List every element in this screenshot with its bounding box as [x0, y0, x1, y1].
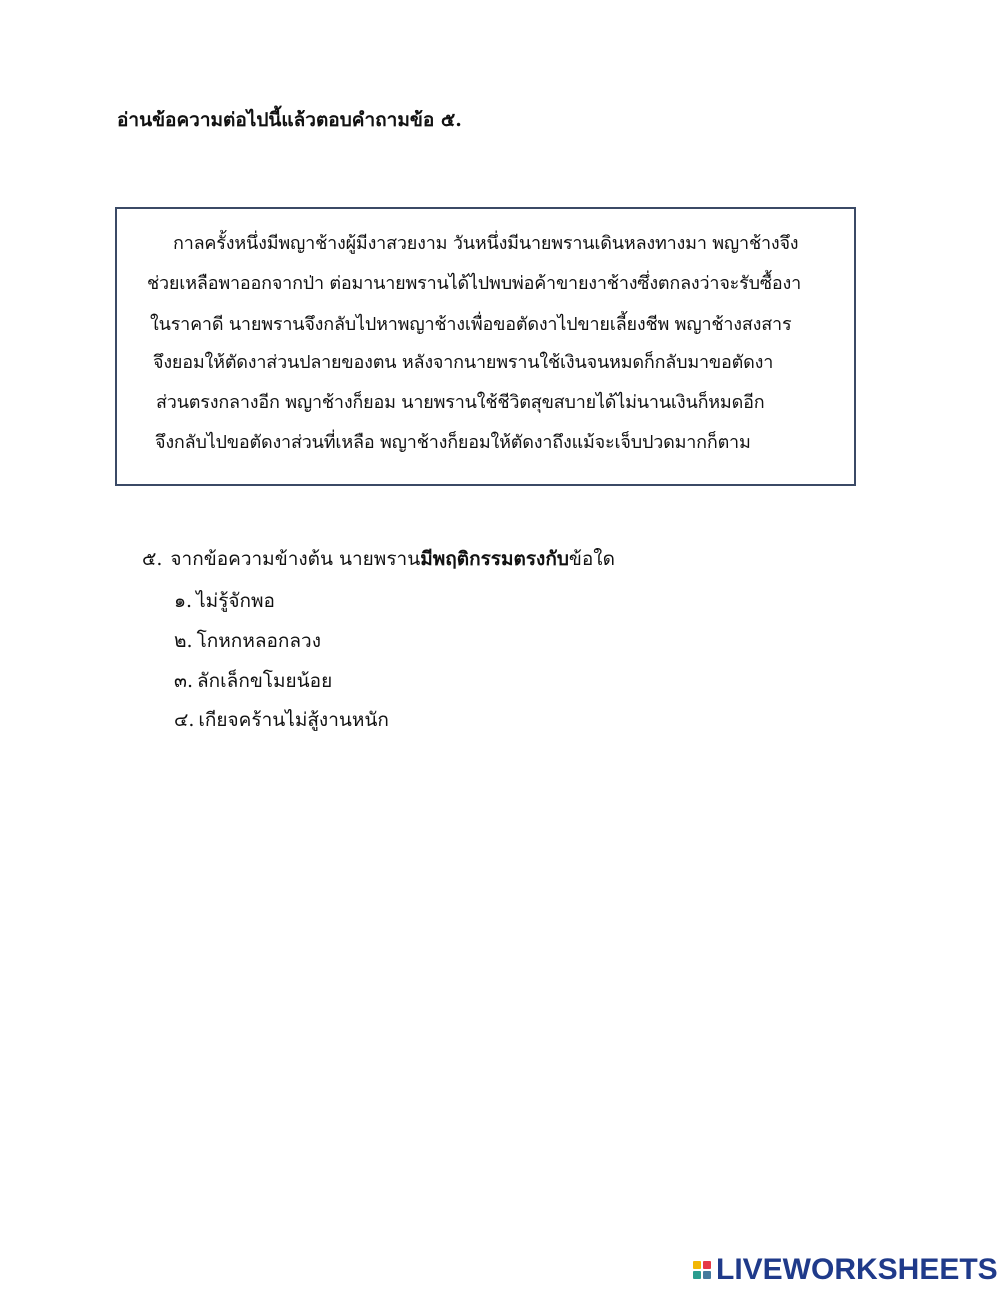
- logo-mark-icon: [693, 1261, 711, 1279]
- passage-line: จึงกลับไปขอตัดงาส่วนที่เหลือ พญาช้างก็ยอมให้ตัดงาถึงแม้จะเจ็บปวดมากก็ตาม: [155, 432, 751, 453]
- option-text: ไม่รู้จักพอ: [196, 590, 275, 612]
- question-number: ๕.: [142, 548, 163, 570]
- answer-option-2[interactable]: [174, 626, 321, 656]
- question-emphasis: มีพฤติกรรมตรงกับ: [420, 548, 569, 570]
- option-number: ๓.: [174, 670, 194, 692]
- passage-line: ช่วยเหลือพาออกจากป่า ต่อมานายพรานได้ไปพบพ่อค้าขายงาช้างซึ่งตกลงว่าจะรับซื้องา: [147, 273, 801, 294]
- passage-line: กาลครั้งหนึ่งมีพญาช้างผู้มีงาสวยงาม วันหนึ่งมีนายพรานเดินหลงทางมา พญาช้างจึง: [173, 233, 799, 254]
- passage-line: จึงยอมให้ตัดงาส่วนปลายของตน หลังจากนายพรานใช้เงินจนหมดก็กลับมาขอตัดงา: [153, 352, 774, 373]
- logo-square: [693, 1261, 701, 1269]
- option-text: ลักเล็กขโมยน้อย: [197, 670, 333, 692]
- logo-square: [693, 1271, 701, 1279]
- answer-option-3[interactable]: [174, 666, 332, 696]
- instruction-heading: อ่านข้อความต่อไปนี้แล้วตอบคำถามข้อ ๕.: [117, 109, 462, 131]
- answer-option-1[interactable]: [174, 586, 275, 616]
- option-number: ๔.: [174, 709, 195, 731]
- option-number: ๑.: [174, 590, 193, 612]
- passage-line: ในราคาดี นายพรานจึงกลับไปหาพญาช้างเพื่อขอตัดงาไปขายเลี้ยงชีพ พญาช้างสงสาร: [150, 314, 792, 335]
- answer-option-4[interactable]: [174, 705, 389, 735]
- logo-square: [703, 1261, 711, 1269]
- option-number: ๒.: [174, 630, 193, 652]
- passage-line: ส่วนตรงกลางอีก พญาช้างก็ยอม นายพรานใช้ชีวิตสุขสบายได้ไม่นานเงินก็หมดอีก: [156, 392, 765, 413]
- question-5: [142, 544, 615, 574]
- question-prefix: จากข้อความข้างต้น นายพราน: [170, 548, 421, 570]
- liveworksheets-logo: [693, 1252, 998, 1288]
- question-suffix: ข้อใด: [568, 548, 615, 570]
- option-text: เกียจคร้านไม่สู้งานหนัก: [198, 709, 389, 731]
- logo-square: [703, 1271, 711, 1279]
- logo-text: LIVEWORKSHEETS: [716, 1253, 998, 1286]
- option-text: โกหกหลอกลวง: [196, 630, 321, 652]
